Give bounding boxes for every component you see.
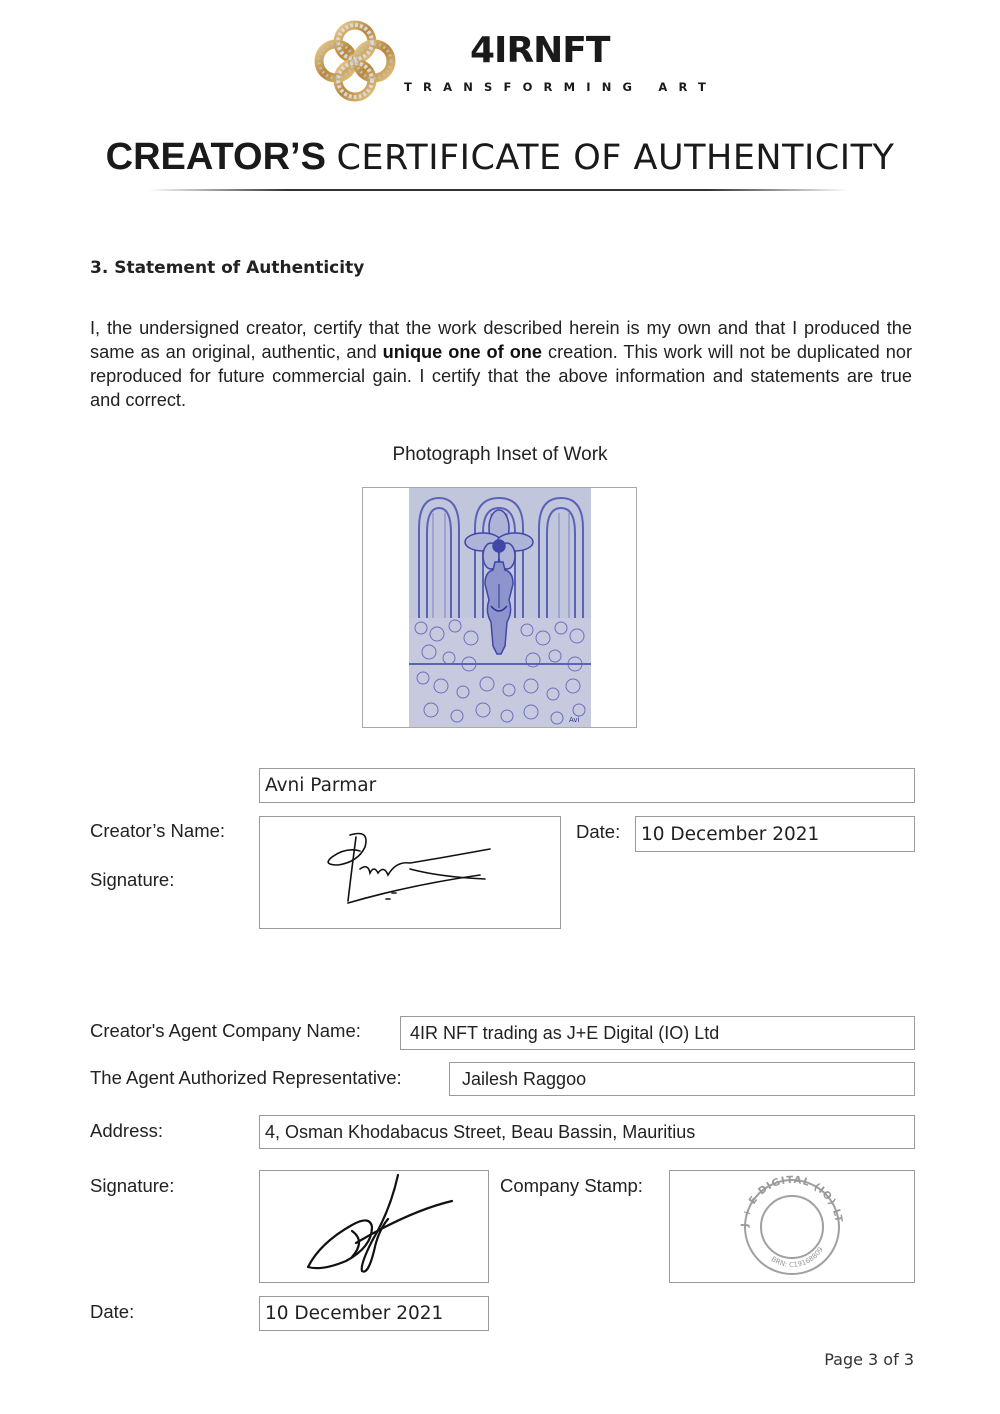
statement-text-1: I, the undersigned creator, certify that the work described herein is my own and that I produced the same as an original, authentic, and bbox=[90, 318, 912, 362]
creator-signature-box[interactable] bbox=[259, 816, 561, 929]
address-label: Address: bbox=[90, 1120, 164, 1141]
agent-date-label: Date: bbox=[90, 1301, 135, 1322]
company-stamp-box[interactable] bbox=[669, 1170, 915, 1283]
creator-signature-image bbox=[260, 817, 560, 928]
authenticity-statement bbox=[90, 316, 912, 412]
company-stamp-image bbox=[670, 1171, 914, 1282]
artwork-photo bbox=[409, 488, 591, 727]
agent-signature-box[interactable] bbox=[259, 1170, 489, 1283]
certificate-title bbox=[0, 136, 1000, 179]
brand-tagline: TRANSFORMING ART bbox=[404, 80, 718, 94]
brand-logo-icon bbox=[314, 20, 396, 102]
certificate-title-bold: CREATOR’S bbox=[105, 136, 326, 178]
section-heading bbox=[90, 258, 364, 278]
agent-date-field[interactable]: 10 December 2021 bbox=[259, 1296, 489, 1331]
creator-date-field[interactable]: 10 December 2021 bbox=[635, 816, 915, 852]
creator-name-field[interactable]: Avni Parmar bbox=[259, 768, 915, 803]
agent-company-field[interactable]: 4IR NFT trading as J+E Digital (IO) Ltd bbox=[400, 1016, 915, 1050]
creator-signature-label: Signature: bbox=[90, 869, 175, 890]
address-field[interactable]: 4, Osman Khodabacus Street, Beau Bassin, Mauritius bbox=[259, 1115, 915, 1149]
agent-company-label: Creator's Agent Company Name: bbox=[90, 1020, 361, 1041]
svg-text:Avi: Avi bbox=[569, 716, 580, 724]
creator-date-label: Date: bbox=[576, 821, 621, 842]
svg-text:J + E DIGITAL (IO) LTD bbox=[670, 1171, 844, 1228]
agent-representative-label: The Agent Authorized Representative: bbox=[90, 1067, 402, 1088]
statement-text-2: creation. This work will not be duplicated nor reproduced for future commercial gain. I certify that the above information and statements are true and correct. bbox=[90, 342, 913, 410]
brand-name: 4IRNFT bbox=[470, 30, 610, 71]
page-number: Page 3 of 3 bbox=[824, 1350, 914, 1369]
section-title: Statement of Authenticity bbox=[114, 258, 365, 278]
title-divider bbox=[148, 189, 848, 191]
creator-name-label: Creator’s Name: bbox=[90, 820, 226, 841]
statement-emphasis: unique one of one bbox=[382, 342, 543, 362]
company-stamp-label: Company Stamp: bbox=[500, 1175, 643, 1196]
agent-signature-label: Signature: bbox=[90, 1175, 175, 1196]
photo-caption: Photograph Inset of Work bbox=[392, 444, 608, 465]
section-number: 3. bbox=[90, 258, 109, 278]
agent-representative-field[interactable]: Jailesh Raggoo bbox=[449, 1062, 915, 1096]
certificate-title-regular: CERTIFICATE OF AUTHENTICITY bbox=[336, 138, 895, 178]
stamp-text-bottom: BRN: C19168809 bbox=[769, 1245, 825, 1270]
agent-signature-image bbox=[260, 1171, 488, 1282]
stamp-text-top: J + E DIGITAL (IO) LT bbox=[739, 1174, 844, 1228]
artwork-photo-frame bbox=[362, 487, 637, 728]
